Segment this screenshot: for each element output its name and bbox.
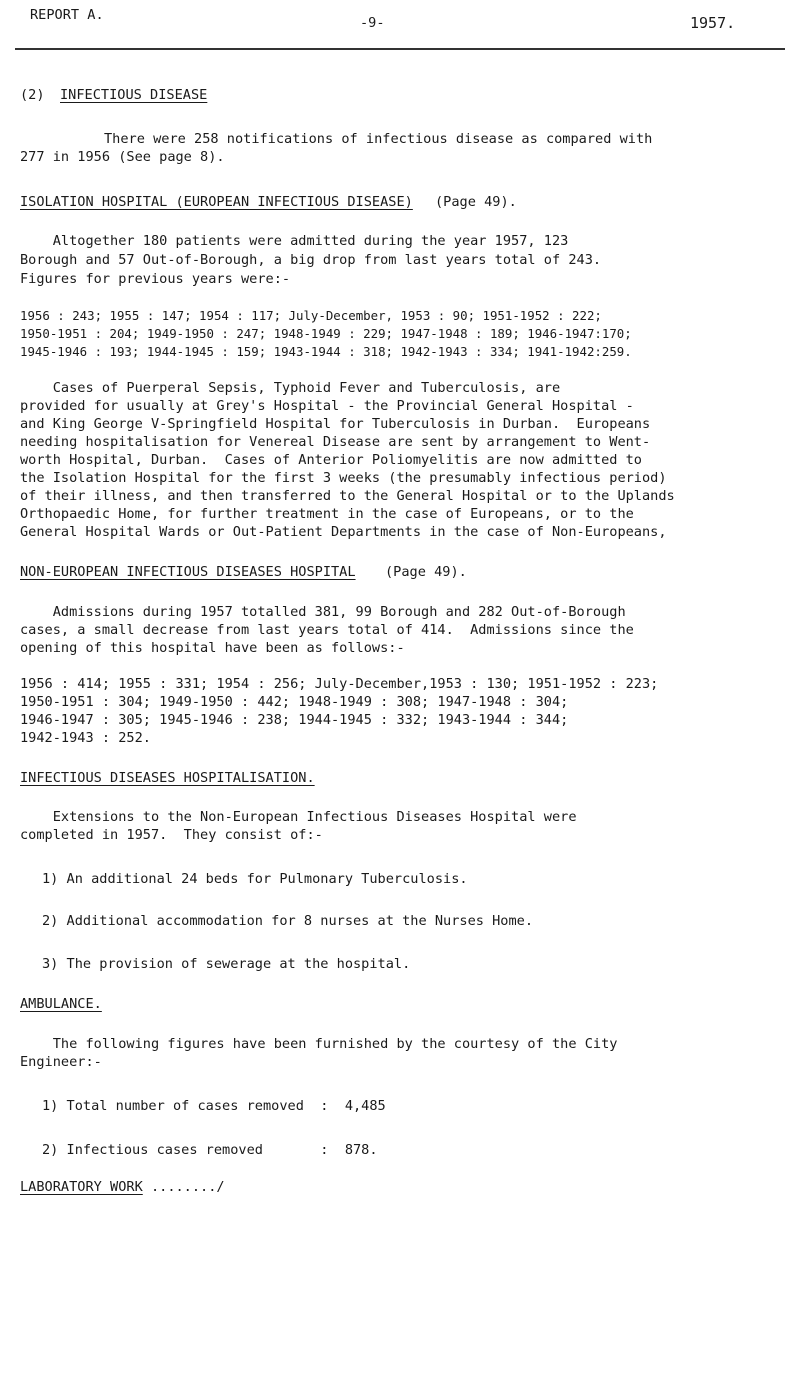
non-european-para-line-1: Admissions during 1957 totalled 381, 99 Borough and 282 Out-of-Borough <box>20 604 626 620</box>
ambulance-item-1: 1) Total number of cases removed : 4,485 <box>42 1098 386 1114</box>
isolation-para1-line-1: Altogether 180 patients were admitted during the year 1957, 123 <box>20 233 569 249</box>
ambulance-item-2: 2) Infectious cases removed : 878. <box>42 1142 378 1158</box>
hospitalisation-para-line-2: completed in 1957. They consist of:- <box>20 827 323 843</box>
non-european-para-line-2: cases, a small decrease from last years total of 414. Admissions since the <box>20 622 634 638</box>
isolation-para2-line-9: General Hospital Wards or Out-Patient Departments in the case of Non-Europeans, <box>20 524 667 540</box>
isolation-para2-line-5: worth Hospital, Durban. Cases of Anterior Poliomyelitis are now admitted to <box>20 452 642 468</box>
footer-continuation <box>20 1178 225 1197</box>
non-european-figures-line-2: 1950-1951 : 304; 1949-1950 : 442; 1948-1949 : 308; 1947-1948 : 304; <box>20 694 569 710</box>
report-label: REPORT A. <box>30 7 104 23</box>
footer-continuation-dots: ......../ <box>142 1179 225 1195</box>
ambulance-para-line-2: Engineer:- <box>20 1054 102 1070</box>
non-european-heading: NON-EUROPEAN INFECTIOUS DISEASES HOSPITAL <box>20 564 356 580</box>
non-european-para-line-3: opening of this hospital have been as follows:- <box>20 640 405 656</box>
isolation-para2-line-7: of their illness, and then transferred to the General Hospital or to the Uplands <box>20 488 675 504</box>
isolation-para2-line-2: provided for usually at Grey's Hospital - the Provincial General Hospital - <box>20 398 634 414</box>
isolation-para2-line-8: Orthopaedic Home, for further treatment in the case of Europeans, or to the <box>20 506 634 522</box>
isolation-page-ref: (Page 49). <box>435 194 517 210</box>
page-number: -9- <box>360 15 385 31</box>
isolation-para2-line-6: the Isolation Hospital for the first 3 weeks (the presumably infectious period) <box>20 470 667 486</box>
section-number: (2) <box>20 87 45 103</box>
hospitalisation-item-1: 1) An additional 24 beds for Pulmonary Tuberculosis. <box>42 871 468 887</box>
ambulance-para-line-1: The following figures have been furnished by the courtesy of the City <box>20 1036 618 1052</box>
non-european-figures-line-3: 1946-1947 : 305; 1945-1946 : 238; 1944-1945 : 332; 1943-1944 : 344; <box>20 712 569 728</box>
section-heading-infectious-disease: INFECTIOUS DISEASE <box>60 87 208 103</box>
isolation-figures-line-1: 1956 : 243; 1955 : 147; 1954 : 117; July-December, 1953 : 90; 1951-1952 : 222; <box>20 308 602 323</box>
hospitalisation-item-3: 3) The provision of sewerage at the hospital. <box>42 956 411 972</box>
isolation-para2-line-3: and King George V-Springfield Hospital for Tuberculosis in Durban. Europeans <box>20 416 651 432</box>
hospitalisation-item-2: 2) Additional accommodation for 8 nurses at the Nurses Home. <box>42 913 534 929</box>
isolation-para1-line-2: Borough and 57 Out-of-Borough, a big drop from last years total of 243. <box>20 252 602 268</box>
non-european-figures-line-1: 1956 : 414; 1955 : 331; 1954 : 256; July-December,1953 : 130; 1951-1952 : 223; <box>20 676 659 692</box>
infectious-line-2: 277 in 1956 (See page 8). <box>20 149 225 165</box>
isolation-para2-line-1: Cases of Puerperal Sepsis, Typhoid Fever and Tuberculosis, are <box>20 380 561 396</box>
footer-next-heading: LABORATORY WORK <box>20 1179 143 1195</box>
isolation-heading: ISOLATION HOSPITAL (EUROPEAN INFECTIOUS DISEASE) <box>20 194 413 210</box>
isolation-para2-line-4: needing hospitalisation for Venereal Disease are sent by arrangement to Went- <box>20 434 651 450</box>
infectious-line-1: There were 258 notifications of infectious disease as compared with <box>104 131 653 147</box>
hospitalisation-heading: INFECTIOUS DISEASES HOSPITALISATION. <box>20 770 315 786</box>
hospitalisation-para-line-1: Extensions to the Non-European Infectious Diseases Hospital were <box>20 809 577 825</box>
isolation-para1-line-3: Figures for previous years were:- <box>20 271 291 287</box>
non-european-page-ref: (Page 49). <box>385 564 467 580</box>
isolation-figures-line-2: 1950-1951 : 204; 1949-1950 : 247; 1948-1949 : 229; 1947-1948 : 189; 1946-1947:170; <box>20 326 632 341</box>
isolation-figures-line-3: 1945-1946 : 193; 1944-1945 : 159; 1943-1944 : 318; 1942-1943 : 334; 1941-1942:259. <box>20 344 632 359</box>
report-year: 1957. <box>690 14 736 32</box>
header-rule <box>15 48 785 50</box>
ambulance-heading: AMBULANCE. <box>20 996 102 1012</box>
non-european-figures-line-4: 1942-1943 : 252. <box>20 730 151 746</box>
